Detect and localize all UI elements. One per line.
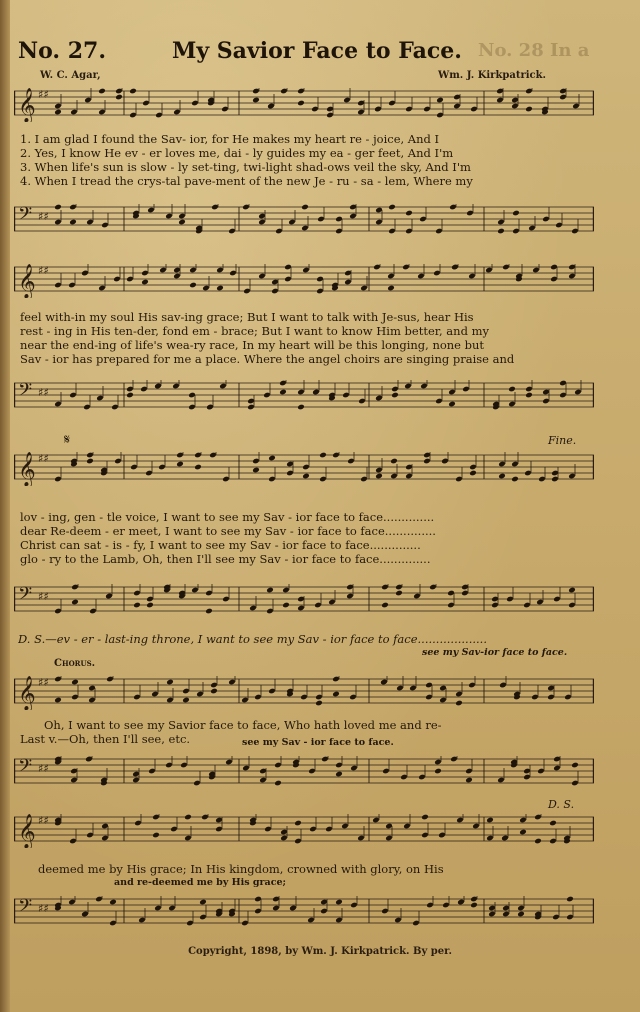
note-head [448, 401, 456, 408]
music-system-chorus [14, 656, 594, 796]
staff-drawing [14, 452, 594, 486]
ds-lyric-line: D. S.—ev - er - last-ing throne, I want to see my Sav - ior face to face................... [18, 632, 487, 646]
treble-clef-icon: 𝄞 [18, 452, 36, 486]
note-head [297, 404, 305, 411]
staff-drawing [14, 264, 594, 298]
bass-clef-icon: 𝄢 [18, 204, 33, 229]
note-head [184, 814, 192, 820]
note-head [133, 602, 141, 609]
note-head [534, 838, 542, 845]
music-system-1 [14, 86, 594, 246]
lyric-subline: and re-deemed me by His grace; [114, 877, 287, 888]
note-head [549, 820, 557, 827]
note-head [391, 392, 399, 399]
treble-staff [14, 264, 594, 298]
treble-staff [14, 452, 594, 486]
note-head [498, 473, 506, 480]
note-head [129, 88, 137, 94]
note-head [421, 814, 429, 820]
copyright-notice: Copyright, 1898, by Wm. J. Kirkpatrick. By per. [188, 946, 452, 957]
note-head [519, 829, 527, 836]
note-head [282, 602, 290, 609]
note-head [388, 204, 396, 210]
bass-staff [14, 896, 594, 930]
note-head [71, 679, 79, 686]
note-head [335, 771, 343, 778]
music-system-3 [14, 434, 594, 664]
note-head [455, 700, 463, 707]
note-head [252, 97, 260, 104]
lyric-line: lov - ing, gen - tle voice, I want to see my Sav - ior face to face.............. [20, 510, 435, 524]
note-head [381, 602, 389, 609]
ds-echo-line: see my Sav-ior face to face. [422, 647, 568, 658]
sharp-icon: ♯♯ [38, 386, 49, 399]
bass-staff [14, 756, 594, 790]
note-head [252, 467, 260, 474]
note-head [395, 590, 403, 597]
lyric-line: rest - ing in His ten-der, fond em - brace; But I want to know Him better, and my [20, 324, 489, 338]
note-head [71, 599, 79, 606]
note-head [141, 279, 149, 286]
hymn-title: My Savior Face to Face. [172, 38, 462, 64]
note-head [152, 832, 160, 839]
hymn-header [18, 38, 618, 72]
note-head [86, 458, 94, 465]
lyric-line: Christ can sat - is - fy, I want to see my Sav - ior face to face.............. [20, 538, 421, 552]
note-head [109, 899, 117, 906]
note-head [98, 88, 106, 94]
sharp-icon: ♯♯ [38, 762, 49, 775]
note-head [266, 587, 274, 594]
lyric-line: deemed me by His grace; In His kingdom, crowned with glory, on His [38, 862, 444, 876]
note-head [525, 106, 533, 113]
note-head [566, 896, 574, 902]
note-head [146, 602, 154, 609]
note-head [571, 762, 579, 769]
lyric-line: 4. When I tread the crys-tal pave-ment of the new Je - ru - sa - lem, Where my [20, 174, 473, 188]
note-head [199, 899, 207, 906]
note-head [319, 452, 327, 458]
note-head [69, 219, 77, 226]
note-head [405, 210, 413, 217]
treble-clef-icon: 𝄞 [18, 814, 36, 848]
note-head [268, 455, 276, 462]
note-head [434, 768, 442, 775]
note-head [511, 476, 519, 483]
note-head [508, 386, 516, 393]
lyric-line: 3. When life's sun is slow - ly set-ting, twi-light shad-ows veil the sky, And I'm [20, 160, 471, 174]
sharp-icon: ♯♯ [38, 676, 49, 689]
note-head [297, 100, 305, 107]
ds-marking: D. S. [548, 798, 575, 811]
note-head [54, 204, 62, 210]
lyric-line: Oh, I want to see my Savior face to face, Who hath loved me and re- [44, 718, 442, 732]
note-head [189, 282, 197, 289]
note-head [387, 285, 395, 292]
lyric-line: near the end-ing of life's wea-ry race, In my heart will be this longing, none but [20, 338, 485, 352]
staff-drawing [14, 380, 594, 414]
bass-clef-icon: 𝄢 [18, 380, 33, 405]
note-head [332, 691, 340, 698]
treble-staff [14, 814, 594, 848]
lyric-line: Sav - ior has prepared for me a place. Where the angel choirs are singing praise and [20, 352, 515, 366]
note-head [375, 473, 383, 480]
treble-staff [14, 676, 594, 710]
bass-staff [14, 584, 594, 618]
sharp-icon: ♯♯ [38, 590, 49, 603]
staff-drawing [14, 756, 594, 790]
note-head [301, 204, 309, 210]
staff-drawing [14, 204, 594, 238]
sharp-icon: ♯♯ [38, 814, 49, 827]
note-head [210, 688, 218, 695]
bass-clef-icon: 𝄢 [18, 896, 33, 921]
treble-clef-icon: 𝄞 [18, 264, 36, 298]
note-head [178, 219, 186, 226]
echo-line: see my Sav - ior face to face. [242, 737, 394, 748]
note-head [216, 285, 224, 292]
note-head [517, 911, 525, 918]
lyric-line: 1. I am glad I found the Sav- ior, for He makes my heart re - joice, And I [20, 132, 440, 146]
note-head [115, 94, 123, 101]
staff-drawing [14, 88, 594, 122]
note-head [469, 470, 477, 477]
note-head [54, 697, 62, 704]
bass-staff [14, 204, 594, 238]
last-verse-line: Last v.—Oh, then I'll see, etc. [20, 732, 191, 746]
note-head [390, 458, 398, 465]
lyric-line: feel with-in my soul His sav-ing grace; But I want to talk with Je-sus, hear His [20, 310, 474, 324]
bleed-through-text: No. 28 In a [478, 40, 590, 61]
note-head [54, 109, 62, 116]
sharp-icon: ♯♯ [38, 264, 49, 277]
page-binding-edge [0, 0, 10, 1012]
music-system-2 [14, 262, 594, 432]
note-head [194, 464, 202, 471]
fine-marking: Fine. [548, 434, 577, 447]
staff-drawing [14, 584, 594, 618]
staff-drawing [14, 676, 594, 710]
sharp-icon: ♯♯ [38, 88, 49, 101]
note-head [568, 587, 576, 594]
sharp-icon: ♯♯ [38, 452, 49, 465]
note-head [279, 389, 287, 396]
treble-staff [14, 88, 594, 122]
lyric-line: dear Re-deem - er meet, I want to see my Sav - ior face to face.............. [20, 524, 436, 538]
bass-clef-icon: 𝄢 [18, 584, 33, 609]
lyricist: W. C. Agar, [40, 70, 101, 81]
note-head [436, 97, 444, 104]
note-head [465, 777, 473, 784]
note-head [470, 902, 478, 909]
note-head [525, 392, 533, 399]
chorus-label: Chorus. [54, 658, 96, 669]
credits-line [18, 70, 618, 84]
staff-drawing [14, 896, 594, 930]
treble-clef-icon: 𝄞 [18, 88, 36, 122]
note-head [166, 679, 174, 686]
sharp-icon: ♯♯ [38, 902, 49, 915]
lyric-line: glo - ry to the Lamb, Oh, then I'll see my Sav - ior face to face.............. [20, 552, 431, 566]
hymn-number: No. 27. [18, 38, 106, 64]
note-head [486, 817, 494, 824]
music-system-5 [14, 798, 594, 948]
segno-sign: 𝄋 [64, 432, 71, 448]
note-head [182, 697, 190, 704]
note-head [512, 210, 520, 217]
note-head [205, 608, 213, 615]
note-head [335, 899, 343, 906]
sharp-icon: ♯♯ [38, 210, 49, 223]
note-head [176, 461, 184, 468]
note-head [315, 700, 323, 707]
note-head [294, 820, 302, 827]
note-head [126, 392, 134, 399]
treble-clef-icon: 𝄞 [18, 676, 36, 710]
note-head [497, 228, 505, 235]
note-head [302, 473, 310, 480]
lyric-line: 2. Yes, I know He ev - er loves me, dai - ly guides my ea - ger feet, And I'm [20, 146, 454, 160]
bass-staff [14, 380, 594, 414]
composer: Wm. J. Kirkpatrick. [438, 70, 547, 81]
note-head [274, 780, 282, 787]
bass-clef-icon: 𝄢 [18, 756, 33, 781]
staff-drawing [14, 814, 594, 848]
